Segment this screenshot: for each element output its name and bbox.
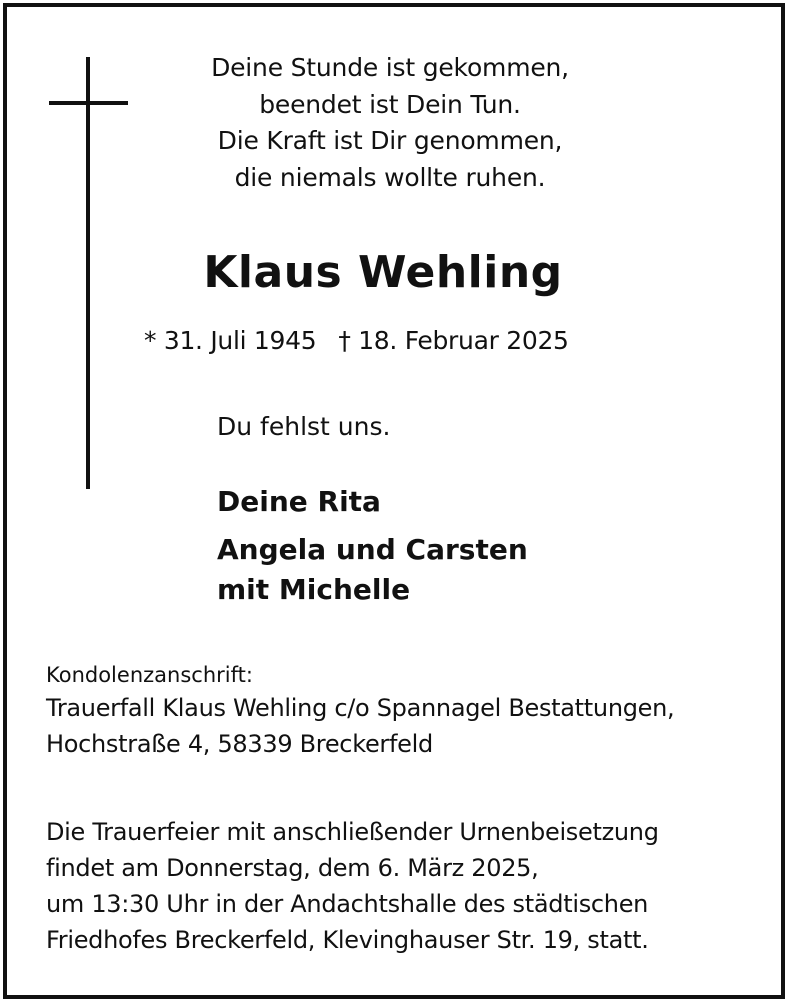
deceased-name: Klaus Wehling — [203, 247, 563, 298]
mourner-name: Deine Rita — [217, 485, 381, 518]
condolence-line: Hochstraße 4, 58339 Breckerfeld — [46, 730, 433, 758]
cross-vertical-bar — [86, 57, 90, 489]
mourners-list — [217, 482, 528, 610]
death-date: † 18. Februar 2025 — [338, 326, 569, 355]
farewell-message: Du fehlst uns. — [217, 412, 391, 441]
verse-line: Deine Stunde ist gekommen, — [211, 53, 569, 82]
cross-horizontal-bar — [49, 101, 128, 105]
mourner-name: Angela und Carsten — [217, 533, 528, 566]
service-line: findet am Donnerstag, dem 6. März 2025, — [46, 854, 539, 882]
life-dates — [144, 326, 569, 355]
condolence-heading: Kondolenzanschrift: — [46, 663, 253, 687]
mourner-name: mit Michelle — [217, 573, 411, 606]
service-line: um 13:30 Uhr in der Andachtshalle des städtischen — [46, 890, 649, 918]
condolence-line: Trauerfall Klaus Wehling c/o Spannagel Bestattungen, — [46, 694, 675, 722]
service-line: Die Trauerfeier mit anschließender Urnenbeisetzung — [46, 818, 659, 846]
condolence-address — [46, 660, 674, 762]
verse-line: beendet ist Dein Tun. — [259, 89, 521, 119]
verse-line: Die Kraft ist Dir genommen, — [217, 126, 563, 155]
verse-line: die niemals wollte ruhen. — [234, 162, 546, 192]
funeral-service-info — [46, 814, 659, 958]
service-line: Friedhofes Breckerfeld, Klevinghauser Str. 19, statt. — [46, 926, 649, 954]
memorial-verse — [160, 50, 620, 196]
birth-date: * 31. Juli 1945 — [144, 326, 317, 355]
